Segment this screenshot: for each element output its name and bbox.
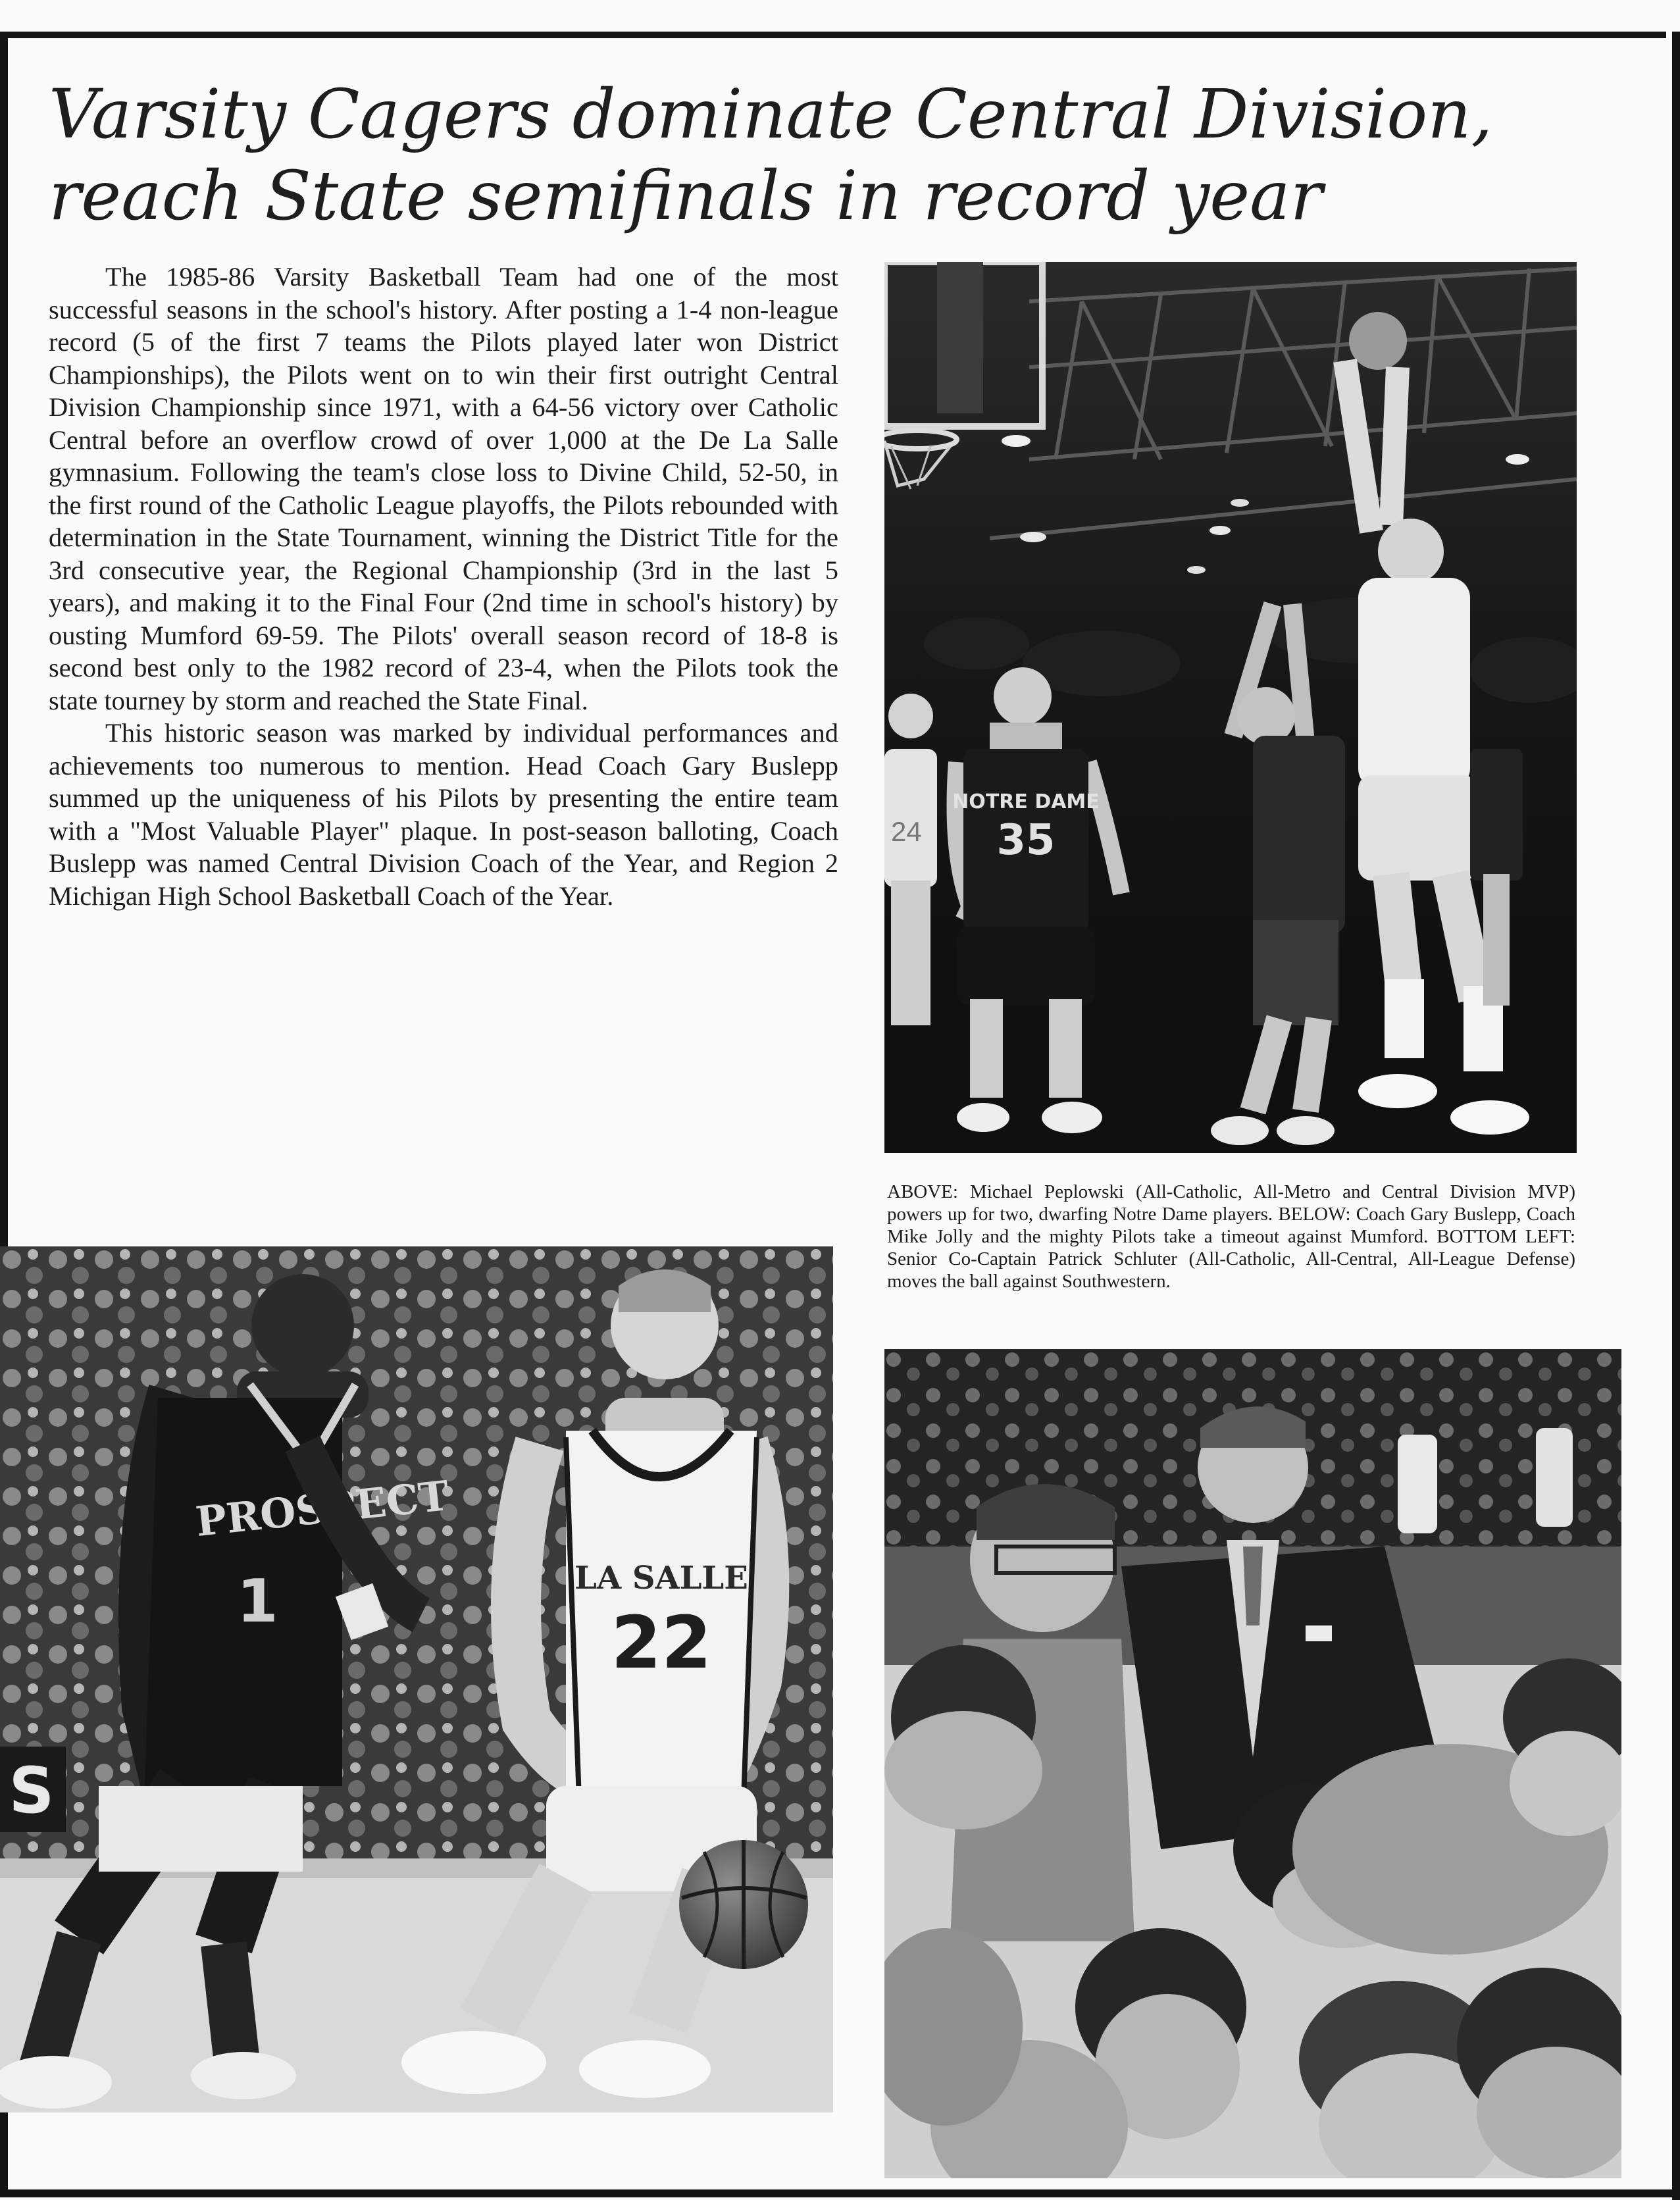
article-body bbox=[49, 261, 838, 912]
notre-dame-jersey-number: 35 bbox=[996, 816, 1056, 865]
photo-caption bbox=[887, 1181, 1575, 1292]
banner-letter: S bbox=[9, 1754, 55, 1828]
headline-line-1: Varsity Cagers dominate Central Division, bbox=[49, 75, 1493, 154]
left-jersey-number: 24 bbox=[891, 816, 922, 847]
photo-peplowski-shooting bbox=[884, 262, 1577, 1153]
bottom-border-rule bbox=[0, 2189, 1680, 2197]
lasalle-jersey-text: LA SALLE bbox=[574, 1560, 748, 1597]
notre-dame-jersey-text: NOTRE DAME bbox=[952, 790, 1100, 813]
top-border-rule bbox=[8, 32, 1666, 38]
prospect-jersey-text: PROSPECT bbox=[193, 1471, 451, 1546]
photo-schluter-dribbling bbox=[0, 1246, 833, 2112]
right-border-rule bbox=[1672, 32, 1680, 2200]
article-paragraph: The 1985-86 Varsity Basketball Team had one of the most successful seasons in the school's history. After posting a 1-4 non-league record (5 of the first 7 teams the Pilots played later won District Championships), the Pilots went on to win their first outright Central Division Championship since 1971, with a 64-56 victory over Catholic Central before an overflow crowd of over 1,000 at the De La Salle gymnasium. Following the team's close loss to Divine Child, 52-50, in the first round of the Catholic League playoffs, the Pilots rebounded with determination in the State Tournament, winning the District Title for the 3rd consecutive year, the Regional Championship (3rd in the last 5 years), and making it to the Final Four (2nd time in school's history) by ousting Mumford 69-59. The Pilots' overall season record of 18-8 is second best only to the 1982 record of 23-4, when the Pilots took the state tourney by storm and reached the State Final. bbox=[49, 262, 838, 715]
article-paragraph: This historic season was marked by individual performances and achievements too numerous to mention. Head Coach Gary Buslepp summed up the uniqueness of his Pilots by presenting the entire team with a "Most Valuable Player" plaque. In post-season balloting, Coach Buslepp was named Central Division Coach of the Year, and Region 2 Michigan High School Basketball Coach of the Year. bbox=[49, 718, 838, 911]
headline-line-2: reach State semifinals in record year bbox=[49, 157, 1323, 236]
prospect-jersey-number: 1 bbox=[237, 1567, 278, 1636]
photo-timeout-huddle bbox=[884, 1349, 1621, 2178]
lasalle-jersey-number: 22 bbox=[611, 1600, 712, 1685]
caption-text: ABOVE: Michael Peplowski (All-Catholic, All-Metro and Central Division MVP) powers up for two, dwarfing Notre Dame players. BELOW: Coach Gary Buslepp, Coach Mike Jolly and the mighty Pilots take a timeout against Mumford. BOTTOM LEFT: Senior Co-Captain Patrick Schluter (All-Catholic, All-Central, All-League Defense) moves the ball against Southwestern. bbox=[887, 1181, 1575, 1292]
page-headline bbox=[49, 74, 1562, 237]
